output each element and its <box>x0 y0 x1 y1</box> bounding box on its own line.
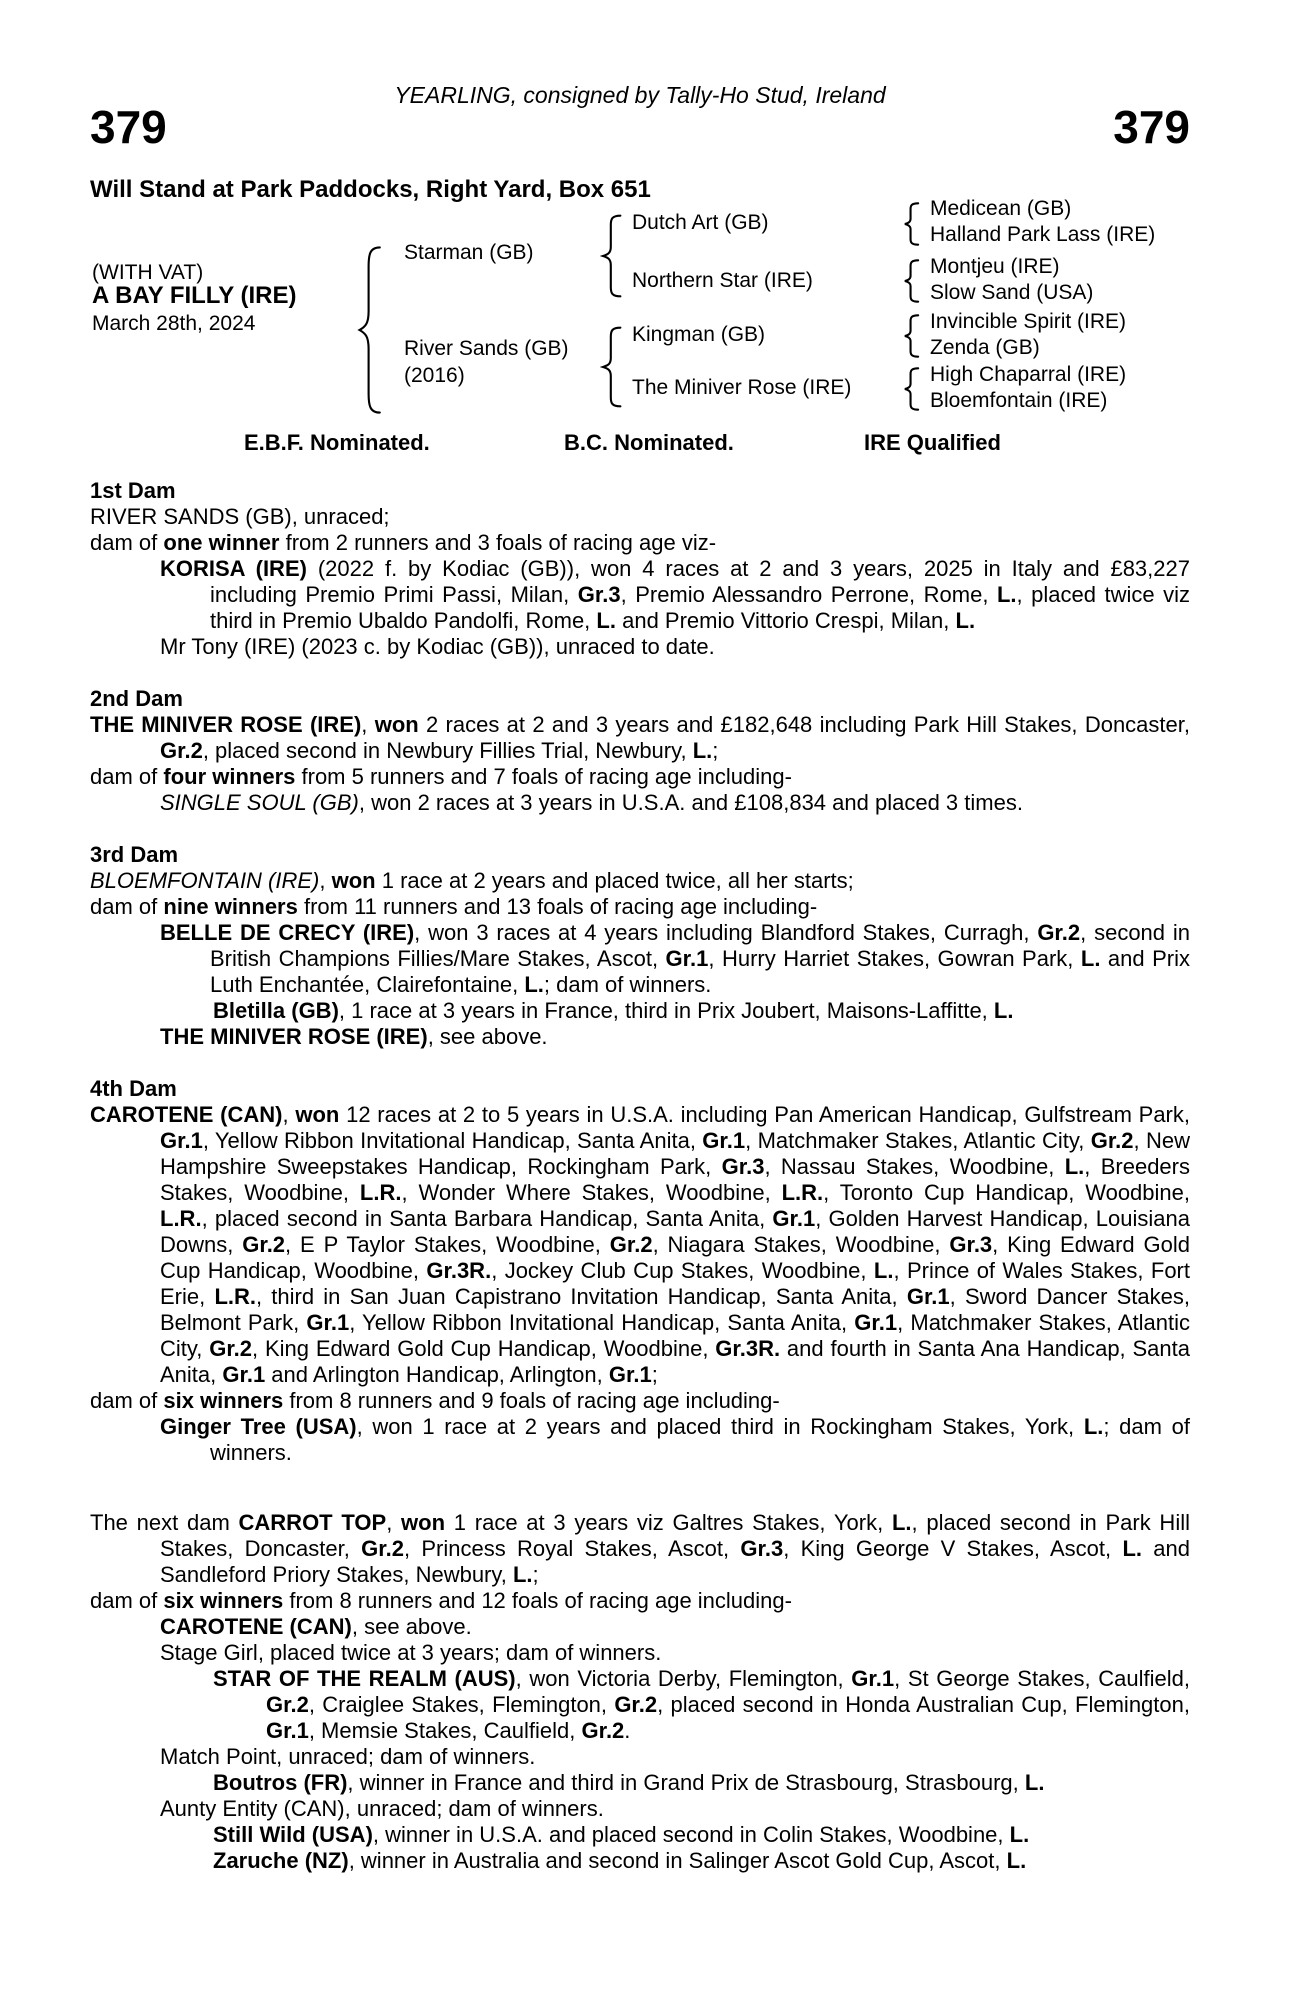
vat-note: (WITH VAT) <box>92 261 204 284</box>
animal-description: A BAY FILLY (IRE) <box>92 282 297 309</box>
bc-nomination: B.C. Nominated. <box>564 430 734 455</box>
sire-dam-sire-name: Montjeu (IRE) <box>930 255 1060 278</box>
catalogue-paragraph: The next dam CARROT TOP, won 1 race at 3 years viz Galtres Stakes, York, L., placed second in Park Hill Stakes, Doncaster, Gr.2, Princess Royal Stakes, Ascot, Gr.3, King George V Stakes, Ascot, L. and Sandleford Priory Stakes, Newbury, L.; <box>90 1510 1190 1587</box>
dam-section-title: 1st Dam <box>90 478 176 503</box>
catalogue-paragraph: dam of nine winners from 11 runners and 13 foals of racing age including- <box>90 894 818 919</box>
catalogue-paragraph: THE MINIVER ROSE (IRE), won 2 races at 2 and 3 years and £182,648 including Park Hill Stakes, Doncaster, Gr.2, placed second in Newbury Fillies Trial, Newbury, L.; <box>90 712 1190 763</box>
catalogue-paragraph: Match Point, unraced; dam of winners. <box>160 1744 536 1769</box>
sire-dam-name: Northern Star (IRE) <box>632 269 813 292</box>
dam-dam-dam-name: Bloemfontain (IRE) <box>930 389 1108 412</box>
catalogue-paragraph: BELLE DE CRECY (IRE), won 3 races at 4 years including Blandford Stakes, Curragh, Gr.2, second in British Champions Fillies/Mare Stakes, Ascot, Gr.1, Hurry Harriet Stakes, Gowran Park, L. and Prix Luth Enchantée, Clairefontaine, L.; dam of winners. <box>160 920 1190 997</box>
catalogue-paragraph: dam of six winners from 8 runners and 12 foals of racing age including- <box>90 1588 792 1613</box>
catalogue-paragraph: Still Wild (USA), winner in U.S.A. and placed second in Colin Stakes, Woodbine, L. <box>213 1822 1030 1847</box>
lot-number-right: 379 <box>1113 101 1190 153</box>
dam-section <box>90 1076 1190 1466</box>
sire-brace <box>600 214 624 298</box>
catalogue-paragraph: BLOEMFONTAIN (IRE), won 1 race at 2 years and placed twice, all her starts; <box>90 868 854 893</box>
catalogue-paragraph: Zaruche (NZ), winner in Australia and second in Salinger Ascot Gold Cup, Ascot, L. <box>213 1848 1027 1873</box>
catalogue-paragraph: THE MINIVER ROSE (IRE), see above. <box>160 1024 548 1049</box>
dam-sire-name: Kingman (GB) <box>632 323 766 346</box>
dam-sire-sire-name: Invincible Spirit (IRE) <box>930 310 1127 333</box>
dam-brace <box>600 326 624 408</box>
sire-sire-name: Dutch Art (GB) <box>632 211 769 234</box>
foaling-date: March 28th, 2024 <box>92 312 256 335</box>
dam-dam-sire-name: High Chaparral (IRE) <box>930 363 1127 386</box>
gg-brace-2 <box>902 259 921 303</box>
catalogue-paragraph: Ginger Tree (USA), won 1 race at 2 years and placed third in Rockingham Stakes, York, L.; dam of winners. <box>160 1414 1190 1465</box>
pedigree-main-brace <box>356 244 384 416</box>
sire-name: Starman (GB) <box>404 241 534 264</box>
catalogue-paragraph: Boutros (FR), winner in France and third in Grand Prix de Strasbourg, Strasbourg, L. <box>213 1770 1045 1795</box>
catalogue-paragraph: STAR OF THE REALM (AUS), won Victoria Derby, Flemington, Gr.1, St George Stakes, Caulfield, Gr.2, Craiglee Stakes, Flemington, Gr.2, placed second in Honda Australian Cup, Flemington, Gr.1, Memsie Stakes, Caulfield, Gr.2. <box>213 1666 1190 1743</box>
dam-section <box>90 478 1190 660</box>
dam-year: (2016) <box>404 364 465 387</box>
consignment-header: YEARLING, consigned by Tally-Ho Stud, Ireland <box>394 82 886 108</box>
catalogue-paragraph: KORISA (IRE) (2022 f. by Kodiac (GB)), won 4 races at 2 and 3 years, 2025 in Italy and £83,227 including Premio Primi Passi, Milan, Gr.3, Premio Alessandro Perrone, Rome, L., placed twice viz third in Premio Ubaldo Pandolfi, Rome, L. and Premio Vittorio Crespi, Milan, L. <box>160 556 1190 633</box>
gg-brace-1 <box>902 202 921 246</box>
catalogue-paragraph: SINGLE SOUL (GB), won 2 races at 3 years in U.S.A. and £108,834 and placed 3 times. <box>160 790 1023 815</box>
sire-sire-sire-name: Medicean (GB) <box>930 197 1072 220</box>
catalogue-paragraph: dam of one winner from 2 runners and 3 foals of racing age viz- <box>90 530 717 555</box>
dam-sire-dam-name: Zenda (GB) <box>930 336 1040 359</box>
gg-brace-3 <box>902 314 921 358</box>
sire-dam-dam-name: Slow Sand (USA) <box>930 281 1094 304</box>
catalogue-paragraph: Mr Tony (IRE) (2023 c. by Kodiac (GB)), unraced to date. <box>160 634 715 659</box>
dam-section <box>90 1510 1190 1874</box>
sire-sire-dam-name: Halland Park Lass (IRE) <box>930 223 1156 246</box>
catalogue-paragraph: Bletilla (GB), 1 race at 3 years in France, third in Prix Joubert, Maisons-Laffitte, L. <box>213 998 1014 1023</box>
lot-number-left: 379 <box>90 101 167 153</box>
catalogue-paragraph: Stage Girl, placed twice at 3 years; dam of winners. <box>160 1640 662 1665</box>
dam-section-title: 4th Dam <box>90 1076 177 1101</box>
dam-dam-name: The Miniver Rose (IRE) <box>632 376 852 399</box>
ebf-nomination: E.B.F. Nominated. <box>244 430 430 455</box>
gg-brace-4 <box>902 367 921 411</box>
catalogue-paragraph: dam of four winners from 5 runners and 7 foals of racing age including- <box>90 764 792 789</box>
catalogue-paragraph: RIVER SANDS (GB), unraced; <box>90 504 390 529</box>
dam-section <box>90 842 1190 1050</box>
dam-section-title: 2nd Dam <box>90 686 183 711</box>
ire-qualified: IRE Qualified <box>864 430 1001 455</box>
catalogue-paragraph: CAROTENE (CAN), won 12 races at 2 to 5 years in U.S.A. including Pan American Handicap, Gulfstream Park, Gr.1, Yellow Ribbon Invitational Handicap, Santa Anita, Gr.1, Matchmaker Stakes, Atlantic City, Gr.2, New Hampshire Sweepstakes Handicap, Rockingham Park, Gr.3, Nassau Stakes, Woodbine, L., Breeders Stakes, Woodbine, L.R., Wonder Where Stakes, Woodbine, L.R., Toronto Cup Handicap, Woodbine, L.R., placed second in Santa Barbara Handicap, Santa Anita, Gr.1, Golden Harvest Handicap, Louisiana Downs, Gr.2, E P Taylor Stakes, Woodbine, Gr.2, Niagara Stakes, Woodbine, Gr.3, King Edward Gold Cup Handicap, Woodbine, Gr.3R., Jockey Club Cup Stakes, Woodbine, L., Prince of Wales Stakes, Fort Erie, L.R., third in San Juan Capistrano Invitation Handicap, Santa Anita, Gr.1, Sword Dancer Stakes, Belmont Park, Gr.1, Yellow Ribbon Invitational Handicap, Santa Anita, Gr.1, Matchmaker Stakes, Atlantic City, Gr.2, King Edward Gold Cup Handicap, Woodbine, Gr.3R. and fourth in Santa Ana Handicap, Santa Anita, Gr.1 and Arlington Handicap, Arlington, Gr.1; <box>90 1102 1191 1387</box>
stand-location-line: Will Stand at Park Paddocks, Right Yard, Box 651 <box>90 176 651 203</box>
dam-section-title: 3rd Dam <box>90 842 179 867</box>
catalogue-paragraph: CAROTENE (CAN), see above. <box>160 1614 472 1639</box>
catalogue-paragraph: dam of six winners from 8 runners and 9 foals of racing age including- <box>90 1388 780 1413</box>
dam-name: River Sands (GB) <box>404 337 569 360</box>
catalogue-paragraph: Aunty Entity (CAN), unraced; dam of winners. <box>160 1796 604 1821</box>
catalogue-sections <box>90 478 1190 1874</box>
dam-section <box>90 686 1190 816</box>
